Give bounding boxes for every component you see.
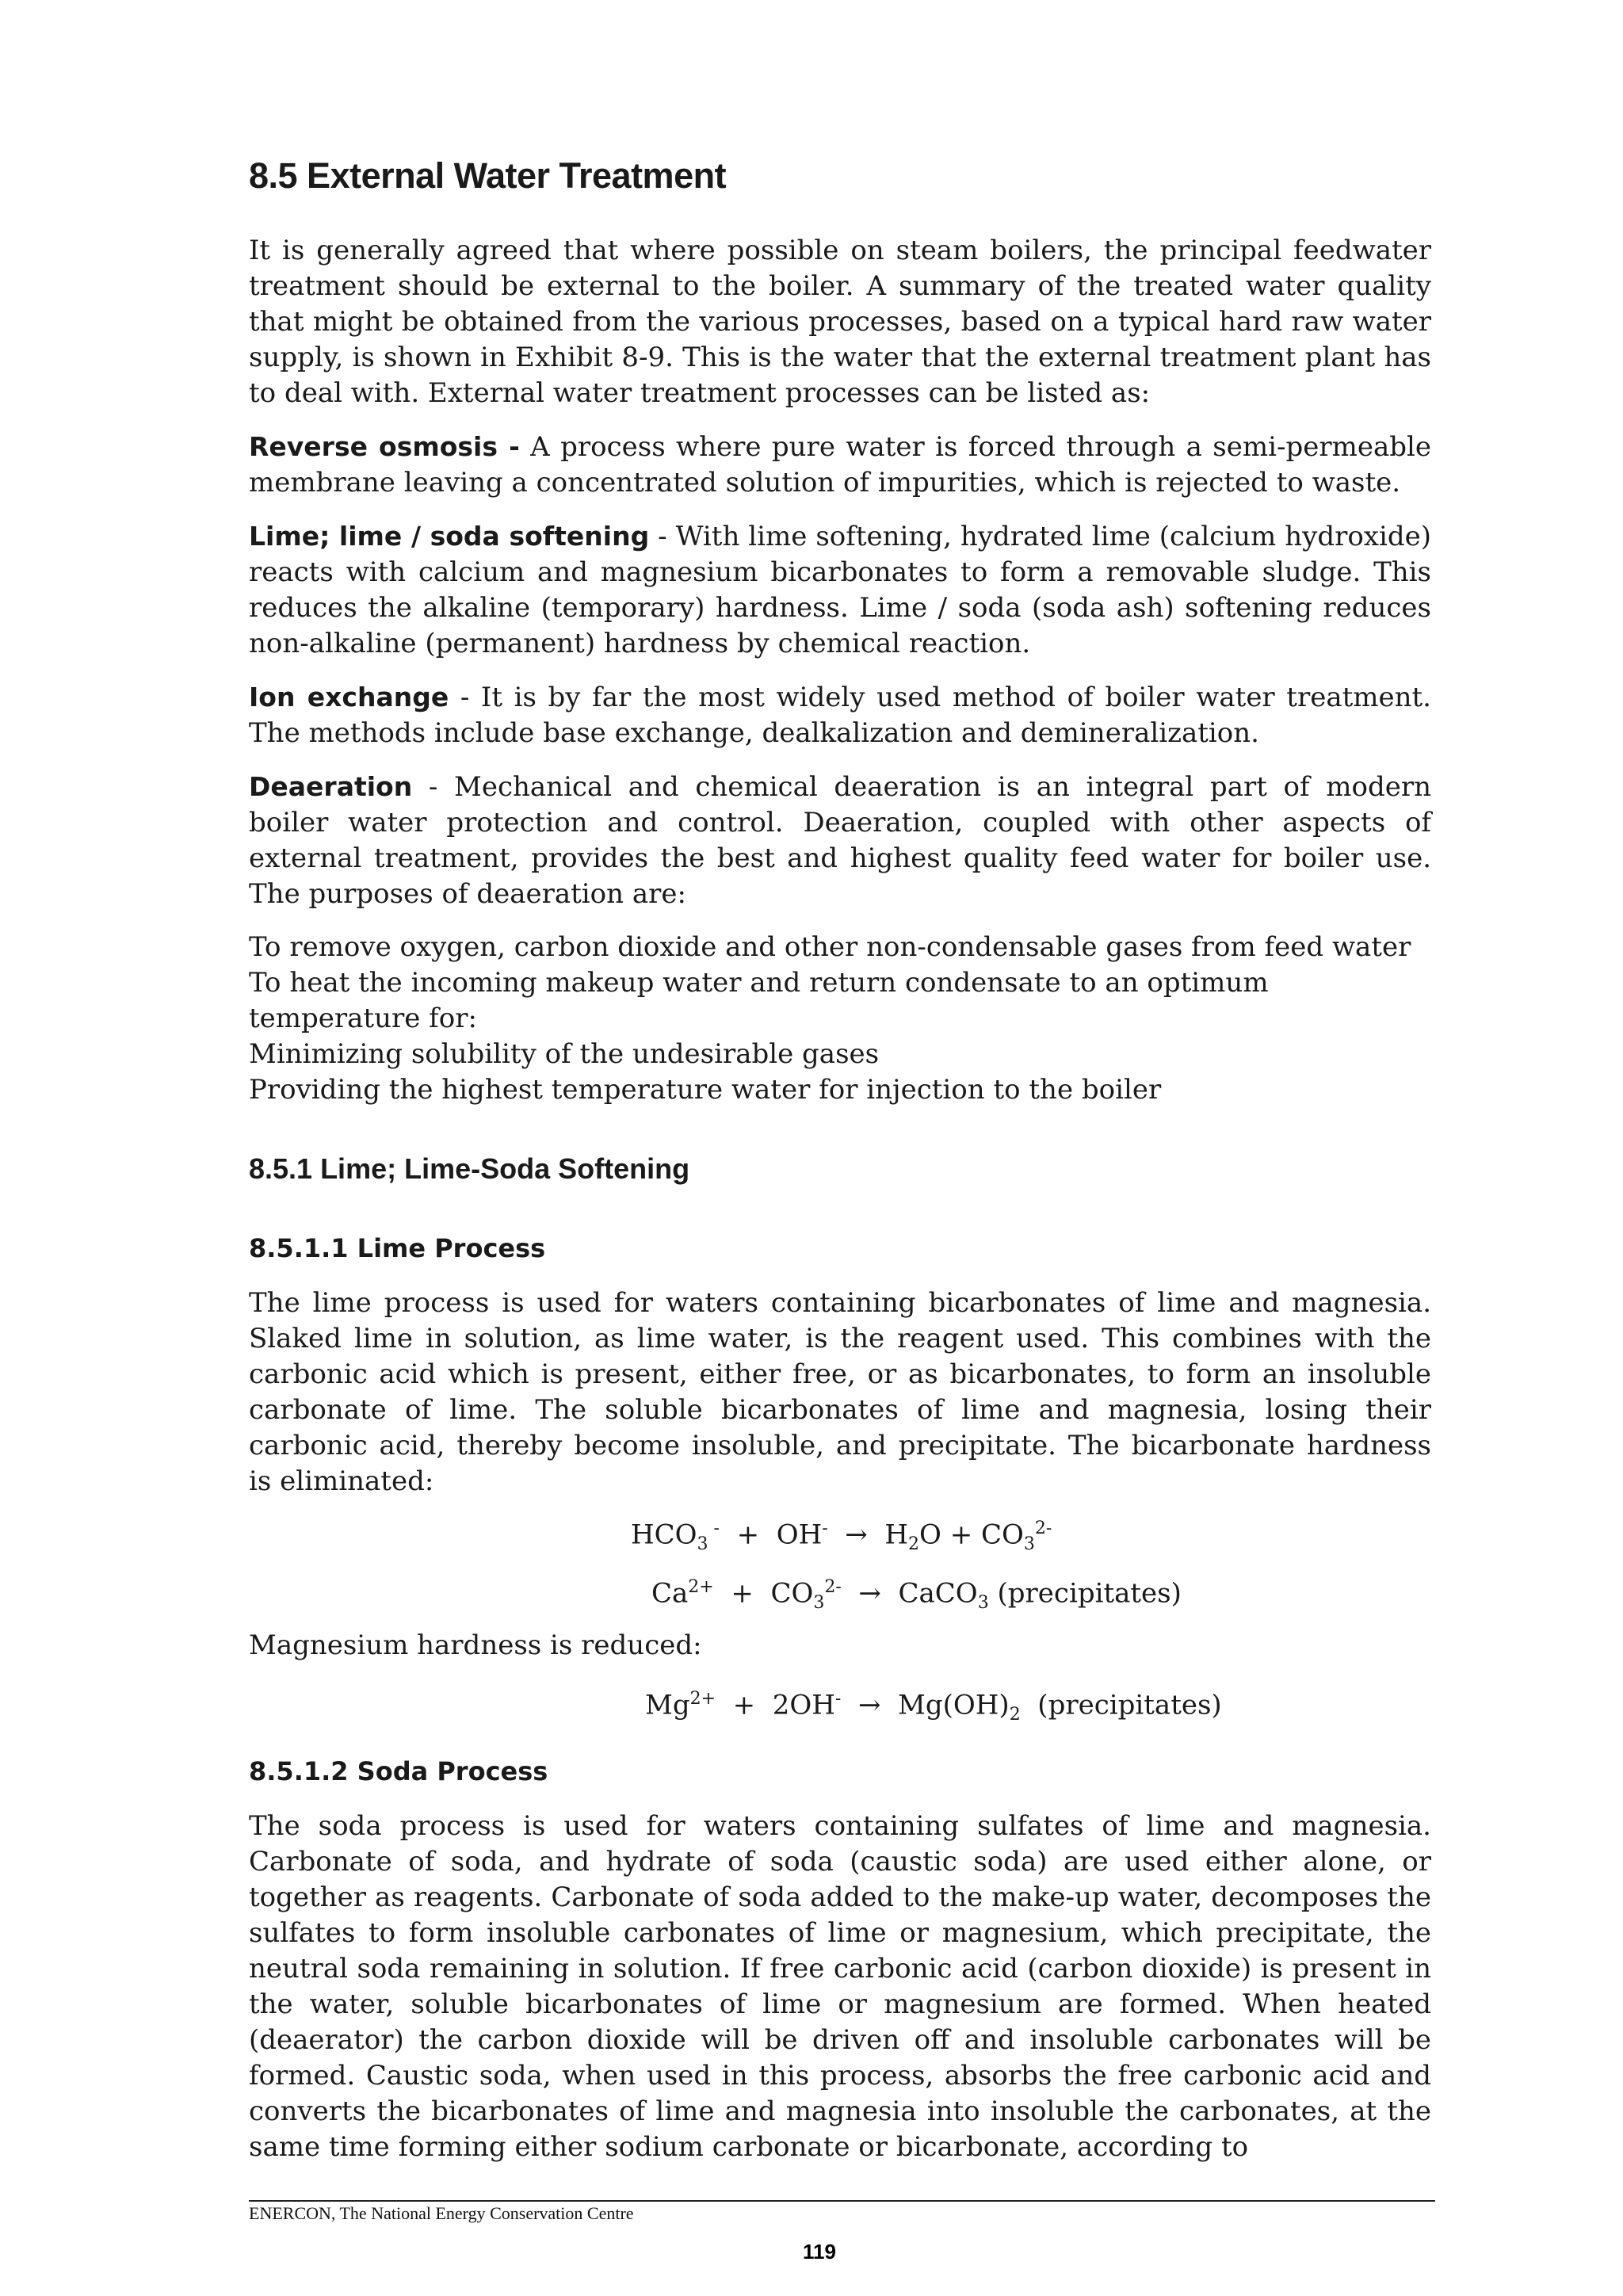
footer-divider (249, 2200, 1435, 2202)
process-term: Lime; lime / soda softening (249, 521, 650, 552)
process-reverse-osmosis (249, 429, 1431, 501)
process-term: Ion exchange (249, 682, 449, 712)
process-description: - Mechanical and chemical deaeration is an integral part of modern boiler water protection and control. Deaeration, coupled with other aspects of external treatment, provides the best and highest quality feed water for boiler use. The purposes of deaeration are: (249, 771, 1431, 910)
soda-process-heading: 8.5.1.2 Soda Process (249, 1756, 548, 1786)
process-deaeration (249, 769, 1431, 912)
intro-paragraph: It is generally agreed that where possible on steam boilers, the principal feedwater treatment should be external to the boiler. A summary of the treated water quality that might be obtained from the various processes, based on a typical hard raw water supply, is shown in Exhibit 8-9. This is the water that the external treatment plant has to deal with. External water treatment processes can be listed as: (249, 235, 1431, 409)
section-heading: 8.5 External Water Treatment (249, 155, 727, 196)
reaction-arrow-icon: → (841, 1577, 899, 1610)
reaction-arrow-icon: → (841, 1689, 899, 1721)
page-number: 119 (803, 2240, 836, 2264)
process-description: A process where pure water is forced through a semi-permeable membrane leaving a concentrated solution of impurities, which is rejected to waste. (249, 431, 1432, 499)
process-term: Deaeration (249, 771, 413, 802)
equation-3: $Mg^{2+} + 2OH^- \to Mg(OH)_2$ (precipitates) (645, 1689, 1222, 1725)
footer-organization: ENERCON, The National Energy Conservation Centre (249, 2203, 634, 2223)
purpose-item: Providing the highest temperature water for injection to the boiler (249, 1074, 1162, 1106)
soda-process-paragraph: The soda process is used for waters containing sulfates of lime and magnesia. Carbonate of soda, and hydrate of soda (caustic soda) are used either alone, or together as reagents. Carbonate of soda added to the make-up water, decomposes the sulfates to form insoluble carbonates of lime or magnesium, which precipitate, the neutral soda remaining in solution. If free carbonic acid (carbon dioxide) is present in the water, soluble bicarbonates of lime or magnesium are formed. When heated (deaerator) the carbon dioxide will be driven off and insoluble carbonates will be formed. Caustic soda, when used in this process, absorbs the free carbonic acid and converts the bicarbonates of lime and magnesia into insoluble the carbonates, at the same time forming either sodium carbonate or bicarbonate, according to (249, 1810, 1431, 2163)
lime-process-heading: 8.5.1.1 Lime Process (249, 1233, 546, 1263)
reaction-arrow-icon: → (827, 1519, 885, 1551)
process-lime-soda (249, 518, 1431, 662)
process-description: - With lime softening, hydrated lime (calcium hydroxide) reacts with calcium and magnesium bicarbonates to form a removable sludge. This reduces the alkaline (temporary) hardness. Lime / soda (soda ash) softening reduces non-alkaline (permanent) hardness by chemical reaction. (249, 521, 1432, 659)
process-term: Reverse osmosis - (249, 431, 520, 462)
equation-1: $HCO_3$ $^- + OH^- \to H_2O + CO_3^{2-}$ (631, 1519, 1052, 1555)
subsection-heading: 8.5.1 Lime; Lime-Soda Softening (249, 1152, 690, 1185)
equations-bicarbonate (249, 1511, 1431, 1617)
equation-2: $Ca^{2+} + CO_3^{2-}$ → CaCO$_3$ (precipitates) (651, 1577, 1182, 1614)
page-content (249, 155, 1431, 2165)
equations-magnesium (249, 1681, 1431, 1725)
purpose-item: Minimizing solubility of the undesirable gases (249, 1038, 880, 1070)
deaeration-purposes (249, 930, 1431, 1108)
lime-process-paragraph: The lime process is used for waters containing bicarbonates of lime and magnesia. Slaked lime in solution, as lime water, is the reagent used. This combines with the carbonic acid which is present, either free, or as bicarbonates, to form an insoluble carbonate of lime. The soluble bicarbonates of lime and magnesia, losing their carbonic acid, thereby become insoluble, and precipitate. The bicarbonate hardness is eliminated: (249, 1287, 1431, 1497)
magnesium-text: Magnesium hardness is reduced: (249, 1629, 702, 1661)
process-description: - It is by far the most widely used method of boiler water treatment. The methods include base exchange, dealkalization and demineralization. (249, 682, 1431, 749)
purpose-item: To remove oxygen, carbon dioxide and other non-condensable gases from feed water (249, 931, 1411, 963)
purpose-item: To heat the incoming makeup water and return condensate to an optimum temperature for: (249, 967, 1269, 1034)
process-ion-exchange (249, 679, 1431, 751)
